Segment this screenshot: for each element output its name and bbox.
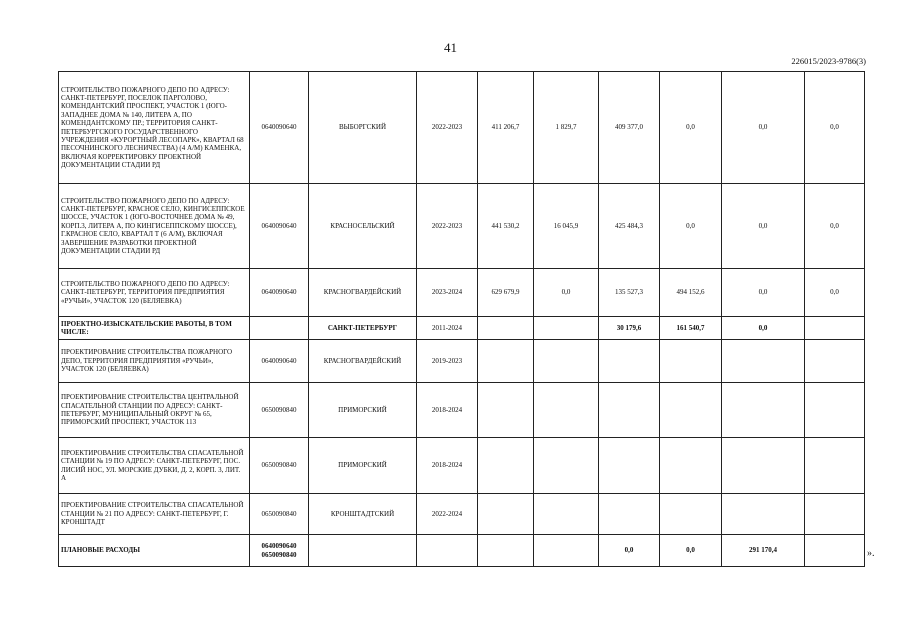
budget-code-cell: 0650090840 bbox=[250, 438, 309, 494]
district-cell: САНКТ-ПЕТЕРБУРГ bbox=[309, 317, 417, 340]
value-cell bbox=[478, 494, 534, 535]
budget-code-cell: 0640090640 bbox=[250, 184, 309, 269]
value-cell bbox=[660, 494, 722, 535]
period-cell: 2018-2024 bbox=[417, 383, 478, 438]
value-cell: 30 179,6 bbox=[599, 317, 660, 340]
value-cell bbox=[534, 494, 599, 535]
period-cell: 2018-2024 bbox=[417, 438, 478, 494]
value-cell: 0,0 bbox=[660, 184, 722, 269]
object-name-cell: СТРОИТЕЛЬСТВО ПОЖАРНОГО ДЕПО ПО АДРЕСУ: САНКТ-ПЕТЕРБУРГ, КРАСНОЕ СЕЛО, КИНГИСЕППСКОЕ ШОССЕ, УЧАСТОК 1 (ЮГО-ВОСТОЧНЕЕ ДОМА № 49, КОРП.3, ЛИТЕРА А, ПО КИНГИСЕППСКОМУ ШОССЕ), Г.КРАСНОЕ СЕЛО, КВАРТАЛ Т (6 А/М), ВКЛЮЧАЯ ЗАВЕРШЕНИЕ РАЗРАБОТКИ ПРОЕКТНОЙ ДОКУМЕНТАЦИИ СТАДИИ РД bbox=[59, 184, 250, 269]
value-cell: 441 530,2 bbox=[478, 184, 534, 269]
value-cell bbox=[660, 438, 722, 494]
object-name-cell: СТРОИТЕЛЬСТВО ПОЖАРНОГО ДЕПО ПО АДРЕСУ: САНКТ-ПЕТЕРБУРГ, ПОСЕЛОК ПАРГОЛОВО, КОМЕНДАНТСКИЙ ПРОСПЕКТ, УЧАСТОК 1 (ЮГО-ЗАПАДНЕЕ ДОМА № 140, ЛИТЕРА А, ПО КОМЕНДАНТСКОМУ ПР.; ТЕРРИТОРИЯ САНКТ-ПЕТЕРБУРГСКОГО ГОСУДАРСТВЕННОГО УЧРЕЖДЕНИЯ «КУРОРТНЫЙ ЛЕСОПАРК», КВАРТАЛ 68 ПЕСОЧНИНСКОГО ЛЕСНИЧЕСТВА) (4 А/М) КАМЕНКА, ВКЛЮЧАЯ КОРРЕКТИРОВКУ ПРОЕКТНОЙ ДОКУМЕНТАЦИИ СТАДИИ РД bbox=[59, 72, 250, 184]
object-name-cell: СТРОИТЕЛЬСТВО ПОЖАРНОГО ДЕПО ПО АДРЕСУ: САНКТ-ПЕТЕРБУРГ, ТЕРРИТОРИЯ ПРЕДПРИЯТИЯ «РУЧЬИ», УЧАСТОК 120 (БЕЛЯЕВКА) bbox=[59, 269, 250, 317]
district-cell: ПРИМОРСКИЙ bbox=[309, 383, 417, 438]
district-cell: ВЫБОРГСКИЙ bbox=[309, 72, 417, 184]
period-cell: 2022-2024 bbox=[417, 494, 478, 535]
table-row bbox=[59, 438, 865, 494]
period-cell: 2022-2023 bbox=[417, 72, 478, 184]
district-cell: КРАСНОСЕЛЬСКИЙ bbox=[309, 184, 417, 269]
object-name-cell: ПРОЕКТИРОВАНИЕ СТРОИТЕЛЬСТВА ПОЖАРНОГО ДЕПО, ТЕРРИТОРИЯ ПРЕДПРИЯТИЯ «РУЧЬИ», УЧАСТОК 120 (БЕЛЯЕВКА) bbox=[59, 340, 250, 383]
table-row bbox=[59, 535, 865, 567]
period-cell: 2023-2024 bbox=[417, 269, 478, 317]
budget-code-cell: 0650090840 bbox=[250, 494, 309, 535]
district-cell bbox=[309, 535, 417, 567]
budget-code-cell: 0640090640 bbox=[250, 340, 309, 383]
object-name-cell: ПРОЕКТИРОВАНИЕ СТРОИТЕЛЬСТВА СПАСАТЕЛЬНОЙ СТАНЦИИ № 19 ПО АДРЕСУ: САНКТ-ПЕТЕРБУРГ, ПОС. ЛИСИЙ НОС, УЛ. МОРСКИЕ ДУБКИ, Д. 2, КОРП. 3, ЛИТ. А bbox=[59, 438, 250, 494]
budget-code-line: 0650090840 bbox=[261, 550, 297, 559]
value-cell bbox=[805, 317, 865, 340]
budget-code-cell bbox=[250, 317, 309, 340]
value-cell: 494 152,6 bbox=[660, 269, 722, 317]
document-code: 226015/2023-9786(3) bbox=[791, 56, 866, 66]
value-cell bbox=[534, 317, 599, 340]
table-row bbox=[59, 340, 865, 383]
table-row bbox=[59, 383, 865, 438]
value-cell bbox=[660, 383, 722, 438]
value-cell: 409 377,0 bbox=[599, 72, 660, 184]
value-cell: 0,0 bbox=[722, 269, 805, 317]
value-cell: 0,0 bbox=[534, 269, 599, 317]
value-cell bbox=[722, 340, 805, 383]
object-name-cell: ПЛАНОВЫЕ РАСХОДЫ bbox=[59, 535, 250, 567]
district-cell: КРАСНОГВАРДЕЙСКИЙ bbox=[309, 340, 417, 383]
value-cell: 0,0 bbox=[722, 317, 805, 340]
table-row bbox=[59, 317, 865, 340]
value-cell bbox=[805, 340, 865, 383]
table-row bbox=[59, 494, 865, 535]
value-cell bbox=[478, 340, 534, 383]
page-number: 41 bbox=[444, 40, 457, 55]
district-cell: КРАСНОГВАРДЕЙСКИЙ bbox=[309, 269, 417, 317]
value-cell bbox=[599, 438, 660, 494]
value-cell bbox=[534, 535, 599, 567]
district-cell: КРОНШТАДТСКИЙ bbox=[309, 494, 417, 535]
value-cell bbox=[478, 535, 534, 567]
object-name-cell: ПРОЕКТИРОВАНИЕ СТРОИТЕЛЬСТВА ЦЕНТРАЛЬНОЙ СПАСАТЕЛЬНОЙ СТАНЦИИ ПО АДРЕСУ: САНКТ-ПЕТЕРБУРГ, МУНИЦИПАЛЬНЫЙ ОКРУГ № 65, ПРИМОРСКИЙ ПРОСПЕКТ, УЧАСТОК 113 bbox=[59, 383, 250, 438]
period-cell: 2011-2024 bbox=[417, 317, 478, 340]
value-cell bbox=[534, 383, 599, 438]
value-cell: 0,0 bbox=[722, 72, 805, 184]
value-cell bbox=[599, 494, 660, 535]
value-cell bbox=[805, 383, 865, 438]
value-cell: 1 829,7 bbox=[534, 72, 599, 184]
period-cell: 2019-2023 bbox=[417, 340, 478, 383]
value-cell: 0,0 bbox=[805, 184, 865, 269]
value-cell: 16 045,9 bbox=[534, 184, 599, 269]
value-cell bbox=[660, 340, 722, 383]
value-cell bbox=[805, 535, 865, 567]
value-cell: 0,0 bbox=[805, 269, 865, 317]
value-cell bbox=[722, 383, 805, 438]
closing-quote: ». bbox=[867, 548, 875, 559]
period-cell bbox=[417, 535, 478, 567]
value-cell: 0,0 bbox=[599, 535, 660, 567]
value-cell bbox=[478, 317, 534, 340]
value-cell: 0,0 bbox=[660, 72, 722, 184]
table-row bbox=[59, 269, 865, 317]
value-cell bbox=[478, 438, 534, 494]
table-row bbox=[59, 72, 865, 184]
value-cell: 0,0 bbox=[722, 184, 805, 269]
period-cell: 2022-2023 bbox=[417, 184, 478, 269]
value-cell bbox=[478, 383, 534, 438]
value-cell: 0,0 bbox=[660, 535, 722, 567]
budget-table bbox=[58, 71, 865, 567]
budget-code-cell: 0640090640 bbox=[250, 269, 309, 317]
value-cell: 135 527,3 bbox=[599, 269, 660, 317]
value-cell bbox=[599, 383, 660, 438]
object-name-cell: ПРОЕКТИРОВАНИЕ СТРОИТЕЛЬСТВА СПАСАТЕЛЬНОЙ СТАНЦИИ № 21 ПО АДРЕСУ: САНКТ-ПЕТЕРБУРГ, Г. КРОНШТАДТ bbox=[59, 494, 250, 535]
budget-code-cell: 0650090840 bbox=[250, 383, 309, 438]
value-cell bbox=[534, 340, 599, 383]
value-cell bbox=[805, 438, 865, 494]
value-cell: 161 540,7 bbox=[660, 317, 722, 340]
budget-code-cell: 0640090640 bbox=[250, 72, 309, 184]
value-cell: 291 170,4 bbox=[722, 535, 805, 567]
value-cell bbox=[534, 438, 599, 494]
budget-code-line: 0640090640 bbox=[261, 542, 297, 551]
object-name-cell: ПРОЕКТНО-ИЗЫСКАТЕЛЬСКИЕ РАБОТЫ, В ТОМ ЧИСЛЕ: bbox=[59, 317, 250, 340]
table-row bbox=[59, 184, 865, 269]
value-cell bbox=[722, 438, 805, 494]
value-cell: 411 206,7 bbox=[478, 72, 534, 184]
value-cell: 629 679,9 bbox=[478, 269, 534, 317]
value-cell: 0,0 bbox=[805, 72, 865, 184]
value-cell bbox=[805, 494, 865, 535]
value-cell bbox=[722, 494, 805, 535]
district-cell: ПРИМОРСКИЙ bbox=[309, 438, 417, 494]
budget-code-cell bbox=[250, 535, 309, 567]
value-cell: 425 484,3 bbox=[599, 184, 660, 269]
value-cell bbox=[599, 340, 660, 383]
